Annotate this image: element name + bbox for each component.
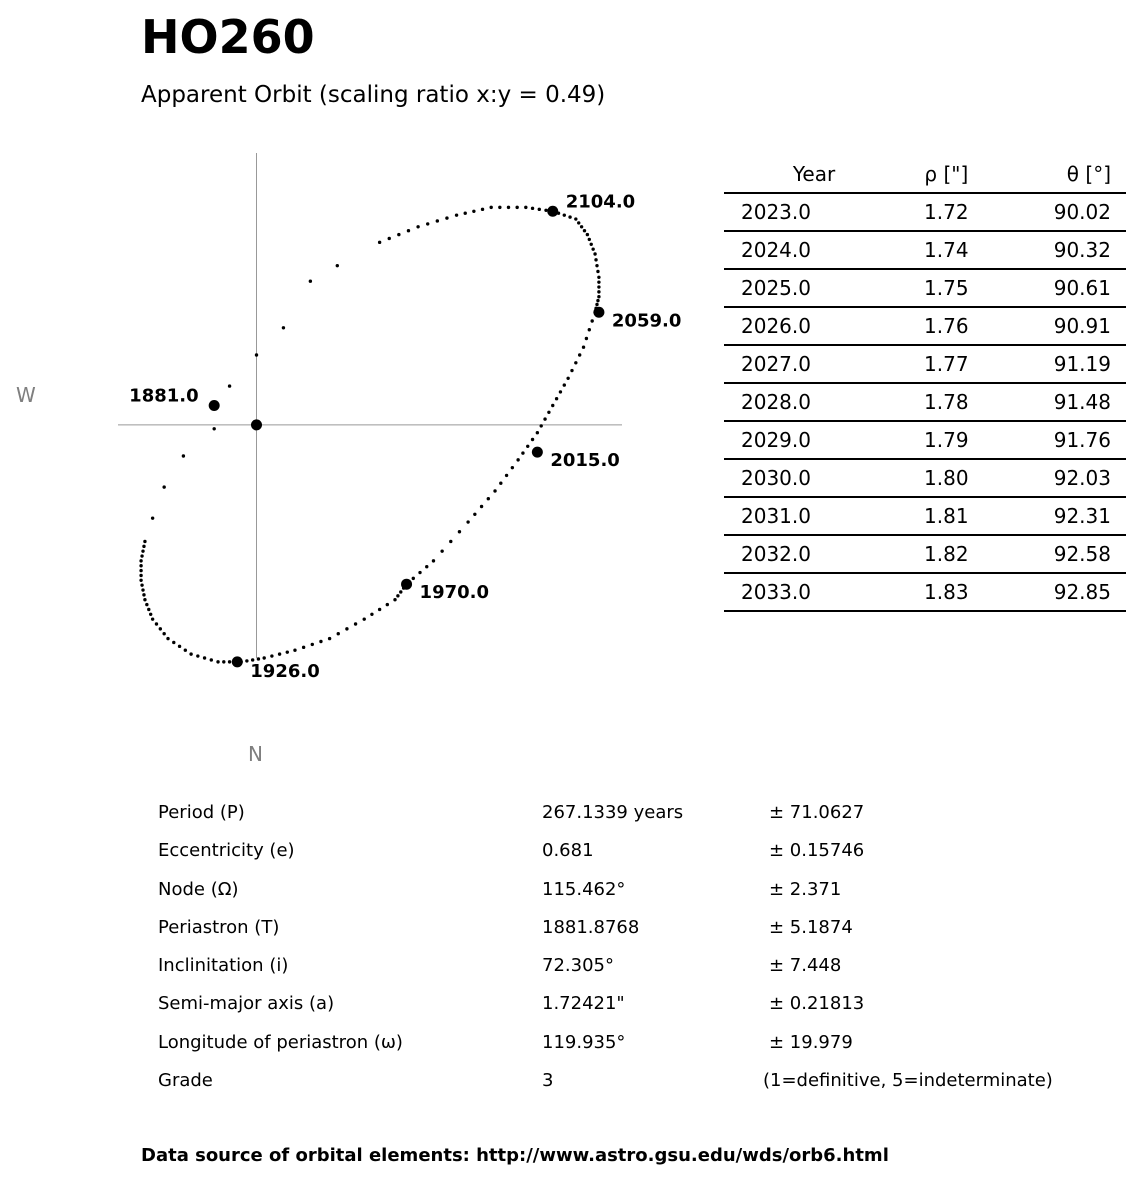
data-source-note: Data source of orbital elements: http://www.astro.gsu.edu/wds/orb6.html (141, 1145, 889, 1166)
year-cell: 2027.0 (724, 345, 904, 383)
epoch-marker (401, 579, 412, 590)
orbit-point (480, 505, 483, 508)
element-error: ± 0.21813 (769, 993, 865, 1015)
orbit-point (370, 613, 373, 616)
orbit-point (302, 646, 305, 649)
ephemeris-table (724, 156, 1126, 612)
element-value: 72.305° (542, 955, 614, 977)
year-cell: 2031.0 (724, 497, 904, 535)
orbit-point (140, 583, 143, 586)
orbit-point (531, 438, 534, 441)
orbit-point (393, 598, 396, 601)
rho-cell: 1.82 (904, 535, 989, 573)
orbit-point (216, 660, 219, 663)
orbit-point (337, 632, 340, 635)
epoch-marker (232, 656, 243, 667)
rho-cell: 1.72 (904, 193, 989, 231)
orbit-point (309, 279, 312, 282)
orbit-track (139, 206, 600, 664)
orbit-point (455, 213, 458, 216)
rho-cell: 1.81 (904, 497, 989, 535)
orbit-point (319, 640, 322, 643)
orbit-point (555, 397, 558, 400)
orbit-point (203, 656, 206, 659)
epoch-marker (209, 400, 220, 411)
theta-cell: 92.85 (989, 573, 1126, 611)
rho-cell: 1.75 (904, 269, 989, 307)
orbit-point (151, 516, 154, 519)
element-error: ± 7.448 (769, 955, 842, 977)
orbit-point (524, 206, 527, 209)
year-cell: 2025.0 (724, 269, 904, 307)
orbit-point (245, 659, 248, 662)
epoch-label: 2104.0 (565, 191, 636, 213)
orbit-point (184, 649, 187, 652)
orbit-point (139, 559, 142, 562)
year-cell: 2030.0 (724, 459, 904, 497)
orbit-point (363, 617, 366, 620)
theta-cell: 91.19 (989, 345, 1126, 383)
orbit-point (498, 206, 501, 209)
orbit-point (597, 290, 600, 293)
orbit-point (416, 225, 419, 228)
rho-cell: 1.74 (904, 231, 989, 269)
orbit-point (172, 641, 175, 644)
orbit-point (222, 660, 225, 663)
orbit-point (142, 593, 145, 596)
orbit-point (143, 598, 146, 601)
orbit-point (563, 383, 566, 386)
element-error: (1=definitive, 5=indeterminate) (763, 1070, 1053, 1092)
theta-cell: 90.91 (989, 307, 1126, 345)
ephemeris-row (724, 535, 1126, 573)
orbit-point (583, 229, 586, 232)
epoch-label: 1970.0 (419, 582, 490, 604)
orbit-point (139, 564, 142, 567)
orbit-point (585, 337, 588, 340)
theta-header: θ [°] (989, 156, 1126, 193)
orbit-point (418, 571, 421, 574)
orbit-point (311, 643, 314, 646)
orbit-point (577, 221, 580, 224)
orbit-point (580, 225, 583, 228)
orbit-point (449, 540, 452, 543)
epoch-label: 2059.0 (611, 310, 682, 332)
element-name: Semi-major axis (a) (158, 993, 335, 1015)
orbit-point (436, 219, 439, 222)
orbit-point (595, 303, 598, 306)
orbit-point (432, 559, 435, 562)
orbit-point (597, 295, 600, 298)
element-value: 119.935° (542, 1031, 626, 1053)
orbit-point (143, 540, 146, 543)
element-value: 115.462° (542, 878, 626, 900)
orbit-point (481, 208, 484, 211)
orbit-point (147, 608, 150, 611)
epoch-label: 2015.0 (550, 450, 620, 472)
ephemeris-header-row (724, 156, 1126, 193)
orbit-point (551, 404, 554, 407)
orbit-point (543, 417, 546, 420)
orbit-point (396, 594, 399, 597)
primary-star (251, 419, 262, 430)
orbit-point (473, 513, 476, 516)
element-error: ± 2.371 (769, 878, 842, 900)
year-cell: 2024.0 (724, 231, 904, 269)
rho-cell: 1.77 (904, 345, 989, 383)
orbit-point (162, 632, 165, 635)
orbit-point (196, 654, 199, 657)
element-value: 267.1339 years (542, 802, 684, 823)
orbit-point (407, 229, 410, 232)
orbit-point (588, 328, 591, 331)
orbit-point (293, 649, 296, 652)
orbit-point (162, 485, 165, 488)
element-error: ± 5.1874 (769, 916, 853, 938)
theta-cell: 90.32 (989, 231, 1126, 269)
orbit-point (594, 258, 597, 261)
orbit-point (228, 660, 231, 663)
orbit-point (582, 346, 585, 349)
theta-cell: 91.48 (989, 383, 1126, 421)
orbit-point (270, 654, 273, 657)
orbit-point (531, 207, 534, 210)
orbit-point (563, 213, 566, 216)
element-name: Node (Ω) (158, 878, 239, 900)
element-value: 1.72421" (542, 993, 625, 1015)
orbit-point (566, 377, 569, 380)
orbit-point (286, 650, 289, 653)
element-error: ± 0.15746 (769, 840, 865, 862)
orbit-point (544, 209, 547, 212)
theta-cell: 92.03 (989, 459, 1126, 497)
element-name: Inclinitation (i) (158, 955, 289, 977)
epoch-label: 1881.0 (129, 385, 199, 407)
orbit-point (540, 424, 543, 427)
orbit-point (139, 574, 142, 577)
orbit-plot (0, 0, 700, 700)
theta-cell: 91.76 (989, 421, 1126, 459)
ephemeris-row (724, 421, 1126, 459)
orbit-point (597, 285, 600, 288)
west-axis-label: W (16, 383, 36, 407)
ephemeris-row (724, 269, 1126, 307)
element-name: Period (P) (158, 802, 245, 823)
orbit-point (255, 353, 258, 356)
chart-subtitle: Apparent Orbit (scaling ratio x:y = 0.49) (141, 82, 606, 108)
orbit-point (139, 579, 142, 582)
orbit-point (378, 241, 381, 244)
orbit-point (210, 658, 213, 661)
orbit-point (228, 384, 231, 387)
ephemeris-row (724, 573, 1126, 611)
orbit-point (538, 208, 541, 211)
chart-title: HO260 (141, 10, 315, 64)
epoch-marker (532, 447, 543, 458)
year-cell: 2033.0 (724, 573, 904, 611)
orbit-point (397, 233, 400, 236)
orbit-point (278, 652, 281, 655)
orbit-point (597, 280, 600, 283)
orbit-point (499, 481, 502, 484)
ephemeris-row (724, 497, 1126, 535)
element-name: Longitude of periastron (ω) (158, 1031, 403, 1053)
theta-cell: 90.02 (989, 193, 1126, 231)
orbit-point (386, 603, 389, 606)
orbit-point (458, 530, 461, 533)
orbit-point (595, 264, 598, 267)
ephemeris-row (724, 459, 1126, 497)
orbit-point (574, 217, 577, 220)
orbit-point (345, 627, 348, 630)
orbit-point (399, 590, 402, 593)
orbit-point (570, 369, 573, 372)
element-value: 3 (542, 1070, 554, 1092)
north-axis-label: N (248, 742, 263, 766)
rho-cell: 1.83 (904, 573, 989, 611)
orbit-point (590, 319, 593, 322)
ephemeris-row (724, 231, 1126, 269)
orbit-point (159, 627, 162, 630)
element-name: Periastron (T) (158, 916, 280, 938)
epoch-markers (129, 191, 681, 682)
element-error: ± 19.979 (769, 1031, 853, 1053)
epoch-label: 1926.0 (250, 660, 320, 682)
orbit-point (516, 458, 519, 461)
orbit-point (559, 390, 562, 393)
orbit-point (536, 431, 539, 434)
element-error: ± 71.0627 (769, 802, 865, 823)
orbit-point (141, 549, 144, 552)
orbit-point (412, 577, 415, 580)
ephemeris-row (724, 307, 1126, 345)
ephemeris-row (724, 345, 1126, 383)
orbit-point (189, 652, 192, 655)
theta-cell: 90.61 (989, 269, 1126, 307)
orbit-point (593, 252, 596, 255)
orbit-point (586, 233, 589, 236)
rho-cell: 1.80 (904, 459, 989, 497)
year-cell: 2026.0 (724, 307, 904, 345)
orbit-point (149, 613, 152, 616)
orbit-point (354, 622, 357, 625)
orbit-point (139, 569, 142, 572)
element-name: Grade (158, 1070, 213, 1092)
orbit-point (472, 210, 475, 213)
rho-cell: 1.79 (904, 421, 989, 459)
orbit-point (493, 489, 496, 492)
ephemeris-row (724, 383, 1126, 421)
orbit-point (578, 353, 581, 356)
orbit-point (425, 565, 428, 568)
orbit-point (166, 637, 169, 640)
orbit-point (588, 238, 591, 241)
orbit-point (464, 212, 467, 215)
year-cell: 2028.0 (724, 383, 904, 421)
orbit-point (547, 411, 550, 414)
orbit-point (328, 637, 331, 640)
orbit-point (521, 451, 524, 454)
rho-cell: 1.78 (904, 383, 989, 421)
element-value: 1881.8768 (542, 916, 640, 938)
orbit-point (511, 466, 514, 469)
year-cell: 2032.0 (724, 535, 904, 573)
orbit-point (388, 237, 391, 240)
orbit-point (526, 445, 529, 448)
year-cell: 2023.0 (724, 193, 904, 231)
orbit-point (574, 361, 577, 364)
orbit-point (505, 474, 508, 477)
orbit-point (489, 206, 492, 209)
orbit-point (596, 270, 599, 273)
orbit-point (151, 617, 154, 620)
orbit-point (178, 645, 181, 648)
orbit-point (378, 608, 381, 611)
orbit-point (591, 247, 594, 250)
element-name: Eccentricity (e) (158, 840, 295, 862)
year-header: Year (724, 156, 904, 193)
orbit-point (145, 603, 148, 606)
element-value: 0.681 (542, 840, 594, 862)
orbit-point (142, 545, 145, 548)
epoch-marker (547, 206, 558, 217)
orbit-point (141, 588, 144, 591)
orbit-point (445, 216, 448, 219)
epoch-marker (593, 307, 604, 318)
orbit-point (336, 264, 339, 267)
orbit-point (590, 243, 593, 246)
orbit-point (182, 454, 185, 457)
orbit-point (466, 520, 469, 523)
orbit-point (596, 299, 599, 302)
orbit-point (155, 622, 158, 625)
orbit-point (426, 222, 429, 225)
ephemeris-row (724, 193, 1126, 231)
orbit-point (140, 554, 143, 557)
orbit-point (515, 206, 518, 209)
theta-cell: 92.31 (989, 497, 1126, 535)
year-cell: 2029.0 (724, 421, 904, 459)
orbit-point (440, 549, 443, 552)
orbit-point (282, 326, 285, 329)
orbit-point (212, 427, 215, 430)
orbit-point (262, 656, 265, 659)
orbit-point (487, 497, 490, 500)
orbit-point (568, 215, 571, 218)
rho-cell: 1.76 (904, 307, 989, 345)
orbit-point (507, 206, 510, 209)
rho-header: ρ ["] (904, 156, 989, 193)
theta-cell: 92.58 (989, 535, 1126, 573)
orbit-point (597, 276, 600, 279)
